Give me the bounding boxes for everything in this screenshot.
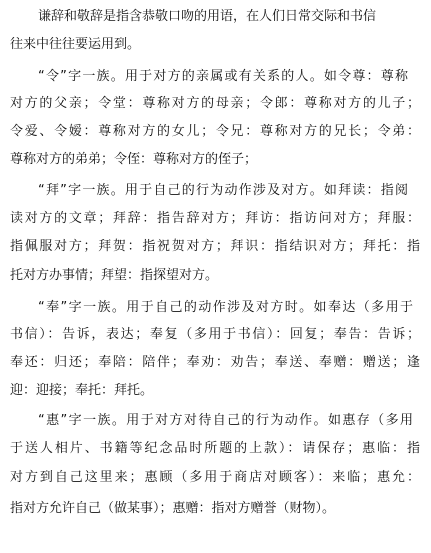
paragraph-hui-line-4: 指对方允许自己（做某事）；惠赠：指对方赠誉（财物）。 xyxy=(10,501,336,516)
paragraph-bai-line-2: 读对方的文章；拜辞：指告辞对方；拜访：指访问对方；拜服： xyxy=(10,211,420,226)
paragraph-intro-line-2: 往来中往往要运用到。 xyxy=(10,37,141,52)
paragraph-intro-line-1: 谦辞和敬辞是指含恭敬口吻的用语，在人们日常交际和书信 xyxy=(38,9,377,24)
paragraph-bai-line-4: 托对方办事情；拜望：指探望对方。 xyxy=(10,268,219,283)
paragraph-hui-line-3: 对方到自己这里来；惠顾（多用于商店对顾客）：来临；惠允： xyxy=(10,470,420,485)
paragraph-ling-line-2: 对方的父亲；令堂：尊称对方的母亲；令郎：尊称对方的儿子； xyxy=(10,96,420,111)
paragraph-hui-line-1: “惠”字一族。用于对方对待自己的行为动作。如惠存（多用 xyxy=(38,413,413,428)
paragraph-feng-line-3: 奉还：归还；奉陪：陪伴；奉劝：劝告；奉送、奉赠：赠送；逢 xyxy=(10,355,420,370)
paragraph-feng-line-4: 迎：迎接；奉托：拜托。 xyxy=(10,383,154,398)
paragraph-ling-line-3: 令爱、令嫒：尊称对方的女儿；令兄：尊称对方的兄长；令弟： xyxy=(10,124,420,139)
paragraph-bai-line-3: 指佩服对方；拜贺：指祝贺对方；拜识：指结识对方；拜托：指 xyxy=(10,239,420,254)
paragraph-ling-line-1: “令”字一族。用于对方的亲属或有关系的人。如令尊：尊称 xyxy=(38,69,408,84)
paragraph-ling-line-4: 尊称对方的弟弟；令侄：尊称对方的侄子； xyxy=(10,152,258,167)
paragraph-feng-line-2: 书信）：告诉，表达；奉复（多用于书信）：回复；奉告：告诉； xyxy=(10,327,420,342)
paragraph-feng-line-1: “奉”字一族。用于自己的动作涉及对方时。如奉达（多用于 xyxy=(38,300,413,315)
paragraph-bai-line-1: “拜”字一族。用于自己的行为动作涉及对方。如拜读：指阅 xyxy=(38,183,408,198)
paragraph-hui-line-2: 于送人相片、书籍等纪念品时所题的上款）：请保存；惠临：指 xyxy=(10,441,420,456)
